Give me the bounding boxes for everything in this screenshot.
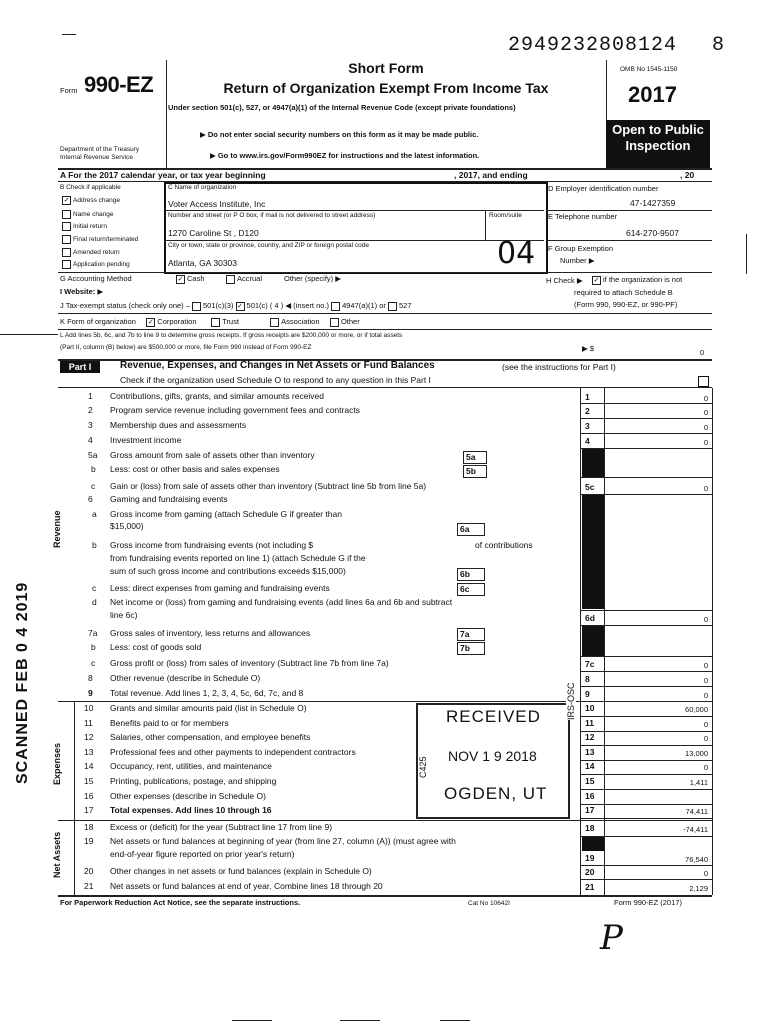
line-19-num: 19 [84, 836, 94, 846]
g-accrual[interactable]: Accrual [226, 274, 262, 284]
line-11-desc: Benefits paid to or for members [110, 717, 229, 728]
line-7c-num: c [91, 658, 96, 668]
line-13-num: 13 [84, 746, 94, 757]
revenue-side-label: Revenue [52, 510, 62, 548]
line-6b-desc2: from fundraising events reported on line 1) (attach Schedule G if the [110, 553, 366, 563]
line-13-desc: Professional fees and other payments to independent contractors [110, 746, 356, 757]
stamp-code: C425 [418, 756, 428, 778]
line-21-desc: Net assets or fund balances at end of year. Combine lines 18 through 20 [110, 881, 383, 891]
line-6a-desc: Gross income from gaming (attach Schedule G if greater than [110, 509, 342, 519]
k-association-box[interactable] [270, 318, 279, 327]
line-6a-letter: a [92, 509, 97, 519]
line-4-box: 4 [585, 436, 590, 446]
j-527-box[interactable] [388, 302, 397, 311]
stamp-irs-osc: IRS-OSC [566, 682, 576, 720]
j-501c-box[interactable]: ✓ [237, 302, 243, 310]
line-5b-desc: Less: cost or other basis and sales expenses [110, 464, 280, 474]
line-6b-desc-b: of contributions [475, 540, 533, 550]
l-arrow: ▶ $ [582, 344, 595, 353]
line-15-amount[interactable]: 1,411 [689, 778, 708, 787]
line-5c-num: c [91, 481, 96, 491]
j-501c3-box[interactable] [192, 302, 201, 311]
line-18-amount[interactable]: -74,411 [683, 825, 708, 834]
h-text2: required to attach Schedule B [574, 288, 673, 297]
line-6d-amount[interactable]: 0 [703, 615, 708, 624]
j-insert-no[interactable]: 4 [274, 301, 279, 310]
line-17-num: 17 [84, 805, 94, 816]
line-1-amount[interactable]: 0 [703, 394, 708, 403]
c-label: C Name of organization [168, 184, 237, 191]
line-8-amount[interactable]: 0 [703, 676, 708, 685]
line-18-num: 18 [84, 822, 94, 832]
line-a-mid: , 2017, and ending [454, 170, 528, 180]
d-label: D Employer identification number [548, 184, 659, 193]
b-item-address[interactable]: ✓ Address change [63, 197, 120, 205]
line-20-amount[interactable]: 0 [703, 869, 708, 878]
h-label: H Check ▶ [546, 276, 583, 285]
line-4-num: 4 [88, 435, 93, 445]
line-12-num: 12 [84, 732, 94, 743]
line-7a-box[interactable]: 7a [457, 628, 485, 641]
g-cash[interactable]: ✓ Cash [177, 274, 205, 283]
line-14-amount[interactable]: 0 [703, 763, 708, 773]
line-18-box: 18 [585, 823, 595, 833]
g-label: G Accounting Method [60, 274, 132, 283]
k-trust-box[interactable] [211, 318, 220, 327]
line-6b-desc: Gross income from fundraising events (not including $ [110, 540, 314, 550]
footer-cat-no: Cat No 10642I [468, 900, 510, 907]
line-2-box: 2 [585, 406, 590, 416]
expenses-side-label: Expenses [52, 742, 62, 785]
b-item-name[interactable]: Name change [62, 210, 113, 219]
org-name[interactable]: Voter Access Institute, Inc [168, 199, 266, 209]
line-17-desc: Total expenses. Add lines 10 through 16 [110, 805, 272, 816]
line-17-amount[interactable]: 74,411 [685, 807, 708, 817]
line-5c-desc: Gain or (loss) from sale of assets other than inventory (Subtract line 5b from line 5a) [110, 481, 427, 491]
part1-title: Revenue, Expenses, and Changes in Net Assets or Fund Balances [120, 360, 435, 371]
line-5a-num: 5a [88, 450, 98, 460]
k-corporation-box[interactable]: ✓ [147, 318, 154, 326]
stamp-date: NOV 1 9 2018 [448, 748, 537, 764]
stamp-received-text: RECEIVED [446, 707, 541, 726]
line-6a-box[interactable]: 6a [457, 523, 485, 536]
line-10-amount[interactable]: 60,000 [685, 705, 708, 714]
line-2-desc: Program service revenue including government fees and contracts [110, 405, 360, 415]
line-7a-desc: Gross sales of inventory, less returns and allowances [110, 628, 311, 638]
line-6d-desc2: line 6c) [110, 610, 138, 620]
line-19-box: 19 [585, 853, 595, 863]
netassets-side-label: Net Assets [52, 831, 62, 878]
line-6-desc: Gaming and fundraising events [110, 494, 228, 504]
line-a-end: , 20 [680, 170, 695, 180]
l-amount[interactable]: 0 [700, 348, 705, 357]
city-label: City or town, state or province, country, and ZIP or foreign postal code [168, 242, 369, 249]
part1-check-text: Check if the organization used Schedule O to respond to any question in this Part I [120, 375, 431, 385]
g-other[interactable]: Other (specify) ▶ [284, 274, 342, 283]
line-9-amount[interactable]: 0 [703, 691, 708, 700]
line-12-amount[interactable]: 0 [703, 734, 708, 744]
shaded-cell-7 [582, 626, 604, 656]
line-11-num: 11 [84, 717, 93, 728]
line-21-amount[interactable]: 2,129 [689, 884, 708, 893]
k-row: K Form of organization ✓ Corporation Trust Association Other [60, 317, 360, 326]
line-16-desc: Other expenses (describe in Schedule O) [110, 790, 266, 801]
line-6-num: 6 [88, 494, 93, 504]
tax-year: 2017 [628, 82, 677, 107]
dept-label: Department of the Treasury [60, 146, 140, 153]
omb-number: OMB No 1545-1150 [620, 66, 678, 73]
line-19-desc2: end-of-year figure reported on prior year's return) [110, 849, 295, 859]
line-1-num: 1 [88, 391, 93, 401]
line-7a-num: 7a [88, 628, 98, 638]
line-6d-letter: d [92, 597, 97, 607]
handwritten-04: 04 [497, 236, 536, 271]
line-20-num: 20 [84, 866, 94, 876]
goto-notice: ▶ Go to www.irs.gov/Form990EZ for instructions and the latest information. [210, 151, 480, 160]
line-13-amount[interactable]: 13,000 [685, 748, 708, 758]
line-7b-num: b [91, 642, 96, 652]
line-17-box: 17 [585, 805, 595, 816]
line-9-desc: Total revenue. Add lines 1, 2, 3, 4, 5c, 6d, 7c, and 8 [110, 688, 304, 698]
f-label: F Group Exemption [548, 244, 614, 253]
line-21-box: 21 [585, 882, 595, 892]
scanned-stamp: SCANNED FEB 0 4 2019 [14, 581, 31, 784]
line-6c-letter: c [92, 583, 97, 593]
e-label: E Telephone number [548, 212, 618, 221]
line-14-num: 14 [84, 761, 94, 772]
form-label: Form [60, 86, 78, 95]
shaded-cell-6 [582, 495, 604, 609]
footer-paperwork: For Paperwork Reduction Act Notice, see the separate instructions. [60, 898, 301, 907]
line-11-box: 11 [585, 717, 594, 728]
b-label: B Check if applicable [60, 184, 121, 191]
b-item-amended[interactable]: Amended return [62, 248, 120, 257]
form-title: Return of Organization Exempt From Income Tax [223, 80, 549, 96]
line-19-amount[interactable]: 76,540 [685, 855, 708, 864]
ein-value[interactable]: 47-1427359 [630, 198, 676, 208]
line-8-num: 8 [88, 673, 93, 683]
line-5c-amount[interactable]: 0 [703, 484, 708, 493]
line-15-box: 15 [585, 776, 595, 786]
line-16-box: 16 [585, 790, 595, 801]
line-10-desc: Grants and similar amounts paid (list in Schedule O) [110, 703, 307, 713]
line-5b-num: b [91, 464, 96, 474]
line-8-box: 8 [585, 674, 590, 684]
street-address[interactable]: 1270 Caroline St , D120 [168, 228, 259, 238]
line-3-desc: Membership dues and assessments [110, 420, 247, 430]
line-9-box: 9 [585, 689, 590, 699]
dln-number: 2949232808124 [508, 34, 678, 57]
line-5a-box[interactable]: 5a [463, 451, 487, 464]
line-7c-box: 7c [585, 659, 595, 669]
part1-see: (see the instructions for Part I) [502, 362, 616, 372]
form-short-title: Short Form [348, 60, 424, 76]
b-item-final[interactable]: Final return/terminated [62, 235, 138, 244]
line-18-desc: Excess or (deficit) for the year (Subtract line 17 from line 9) [110, 822, 333, 832]
i-label: I Website: ▶ [60, 287, 104, 296]
form-number: 990-EZ [84, 72, 154, 97]
line-7b-box[interactable]: 7b [457, 642, 485, 655]
line-6d-box: 6d [585, 613, 595, 623]
line-1-desc: Contributions, gifts, grants, and similar amounts received [110, 391, 325, 401]
l-line2: (Part II, column (B) below) are $500,000 or more, file Form 990 instead of Form 990-EZ [60, 344, 312, 351]
j-row: J Tax-exempt status (check only one) – 501(c)(3) ✓ 501(c) ( 4 ) ◀ (insert no.) 4947(a)(1) or 527 [60, 301, 412, 310]
line-7b-desc: Less: cost of goods sold [110, 642, 202, 652]
line-20-box: 20 [585, 867, 595, 877]
line-3-box: 3 [585, 421, 590, 431]
line-16-num: 16 [84, 790, 94, 801]
shaded-cell-19 [582, 837, 604, 851]
handwritten-initial: P [600, 918, 623, 958]
under-section: Under section 501(c), 527, or 4947(a)(1) of the Internal Revenue Code (except private foundations) [168, 103, 516, 112]
ssn-notice: ▶ Do not enter social security numbers on this form as it may be made public. [200, 130, 479, 139]
f-label-number: Number ▶ [560, 256, 595, 265]
line-3-num: 3 [88, 420, 93, 430]
line-2-amount[interactable]: 0 [703, 408, 708, 417]
h-text3: (Form 990, 990-EZ, or 990-PF) [574, 300, 678, 309]
line-6d-desc: Net income or (loss) from gaming and fundraising events (add lines 6a and 6b and subtract [110, 597, 453, 607]
line-6b-desc3: sum of such gross income and contributions exceeds $15,000) [110, 566, 346, 576]
line-20-desc: Other changes in net assets or fund balances (explain in Schedule O) [110, 866, 372, 876]
dln-suffix: 8 [712, 34, 725, 57]
line-9-num: 9 [88, 688, 93, 698]
line-6a-desc2: $15,000) [110, 521, 144, 531]
k-other-box[interactable] [330, 318, 339, 327]
line-8-desc: Other revenue (describe in Schedule O) [110, 673, 261, 683]
line-2-num: 2 [88, 405, 93, 415]
line-4-desc: Investment income [110, 435, 182, 445]
line-4-amount[interactable]: 0 [703, 438, 708, 447]
part1-schedule-o-checkbox[interactable] [698, 376, 709, 387]
b-item-pending[interactable]: Application pending [62, 260, 130, 269]
part1-badge: Part I [60, 361, 100, 373]
line-19-desc: Net assets or fund balances at beginning of year (from line 27, column (A)) (must agree with [110, 836, 456, 846]
line-6c-desc: Less: direct expenses from gaming and fundraising events [110, 583, 330, 593]
line-14-desc: Occupancy, rent, utilities, and maintenance [110, 761, 272, 772]
city-state-zip[interactable]: Atlanta, GA 30303 [168, 258, 237, 268]
line-5c-box: 5c [585, 482, 595, 492]
line-6c-box[interactable]: 6c [457, 583, 485, 596]
line-a-label: A For the 2017 calendar year, or tax year beginning [60, 170, 266, 180]
line-3-amount[interactable]: 0 [703, 423, 708, 432]
street-label: Number and street (or P O box, if mail is not delivered to street address) [168, 212, 376, 219]
irs-label: Internal Revenue Service [60, 154, 133, 161]
line-12-box: 12 [585, 732, 595, 743]
line-5b-box[interactable]: 5b [463, 465, 487, 478]
line-13-box: 13 [585, 746, 595, 757]
line-12-desc: Salaries, other compensation, and employee benefits [110, 732, 311, 743]
line-15-desc: Printing, publications, postage, and shipping [110, 776, 277, 786]
footer-form-id: Form 990-EZ (2017) [614, 898, 682, 907]
room-label: Room/suite [489, 212, 522, 219]
line-21-num: 21 [84, 881, 94, 891]
l-line1: L Add lines 5b, 6c, and 7b to line 9 to determine gross receipts. If gross receipts are $200,000 or more, or if total assets [60, 332, 403, 339]
line-7c-desc: Gross profit or (loss) from sales of inventory (Subtract line 7b from line 7a) [110, 658, 389, 668]
phone-value[interactable]: 614-270-9507 [626, 228, 679, 238]
shaded-cell-5ab [582, 449, 604, 477]
b-item-initial[interactable]: Initial return [62, 222, 107, 231]
line-15-num: 15 [84, 776, 94, 786]
h-checkbox[interactable]: ✓ if the organization is not [593, 275, 683, 284]
line-6b-box[interactable]: 6b [457, 568, 485, 581]
line-1-box: 1 [585, 392, 590, 402]
check-icon: ✓ [63, 197, 70, 204]
line-11-amount[interactable]: 0 [703, 719, 708, 729]
line-10-num: 10 [84, 703, 94, 713]
stamp-ogden: OGDEN, UT [444, 784, 548, 803]
line-10-box: 10 [585, 703, 595, 713]
line-7c-amount[interactable]: 0 [703, 661, 708, 670]
line-6b-letter: b [92, 540, 97, 550]
line-5a-desc: Gross amount from sale of assets other than inventory [110, 450, 315, 460]
line-14-box: 14 [585, 761, 595, 772]
open-public-badge: Open to Public Inspection [606, 120, 710, 168]
j-4947-box[interactable] [331, 302, 340, 311]
j-label: J Tax-exempt status (check only one) – [60, 301, 190, 310]
